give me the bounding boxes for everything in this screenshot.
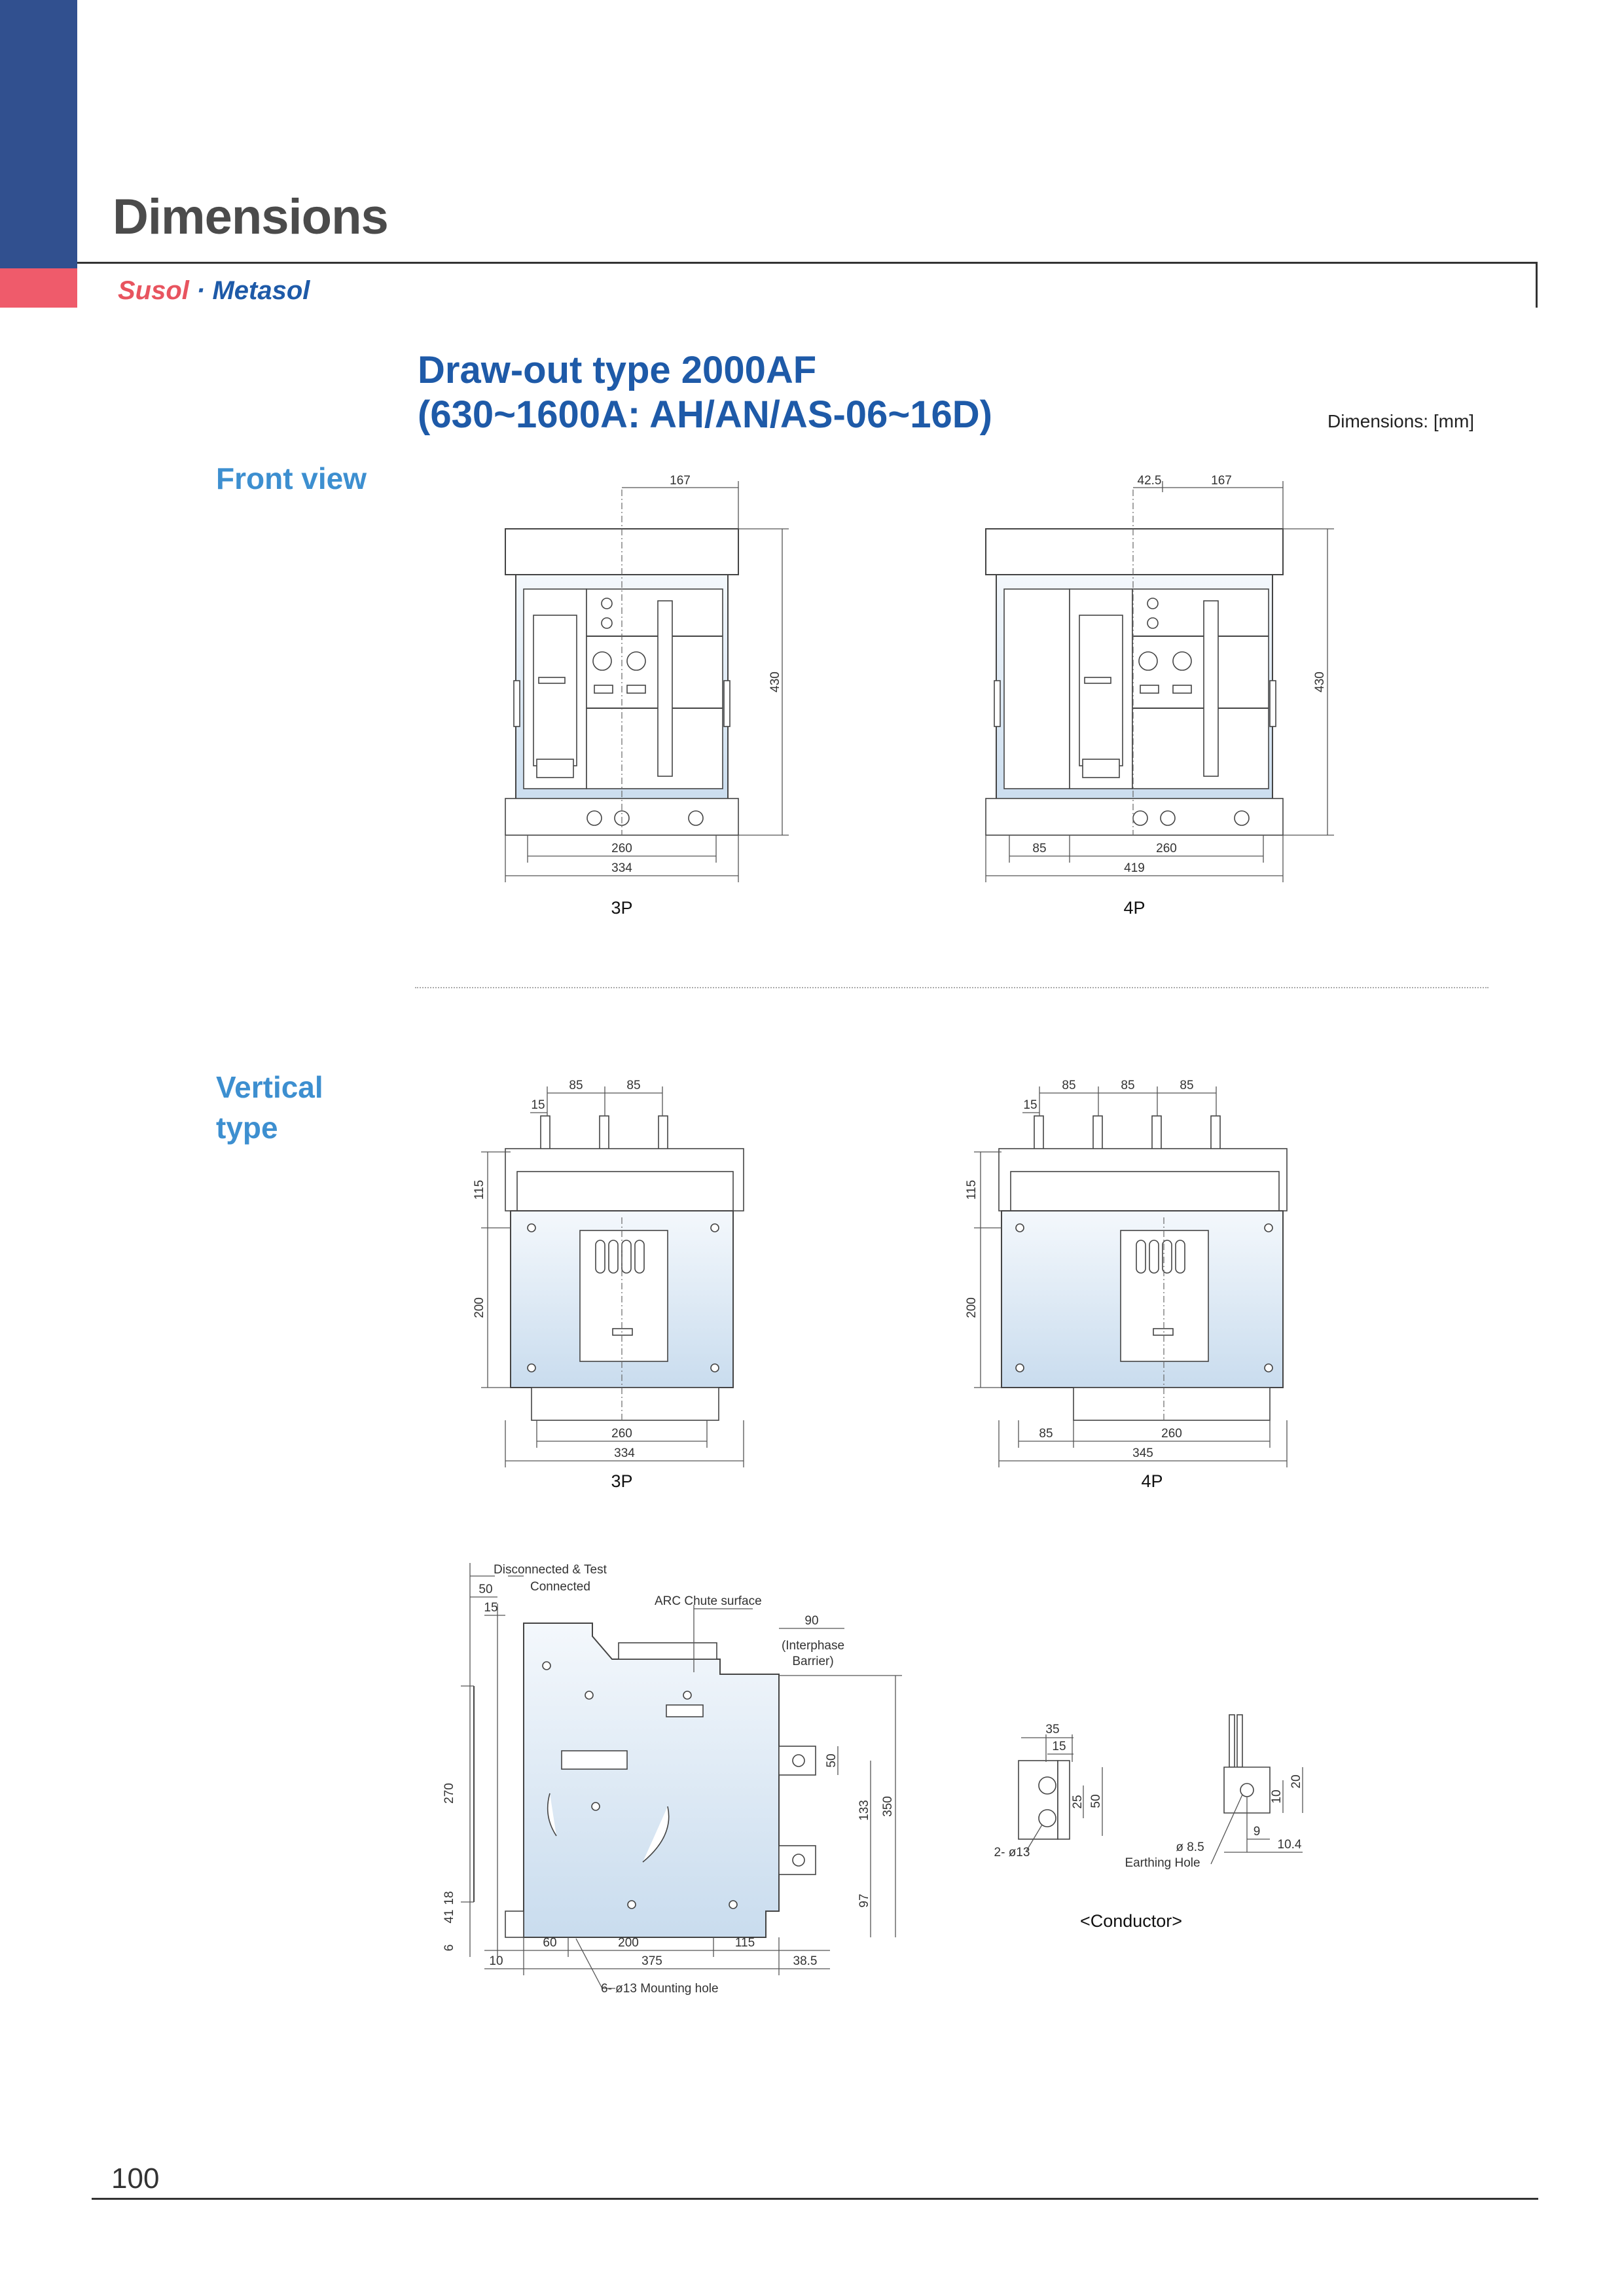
- vert-3p-dim-lower: 200: [473, 1297, 486, 1318]
- vert-4p-dim-inner: 260: [1161, 1427, 1182, 1441]
- side-dim-41: 41: [442, 1909, 456, 1924]
- side-dim-133: 133: [857, 1800, 871, 1821]
- vert-3p-caption: 3P: [611, 1471, 633, 1491]
- side-label-disconnected: Disconnected & Test: [494, 1563, 607, 1577]
- vert-4p-dim-pitch1: 85: [1062, 1079, 1076, 1092]
- front-view-4p-drawing: [986, 474, 1334, 882]
- vertical-3p-drawing: [473, 1079, 744, 1467]
- front-4p-caption: 4P: [1123, 898, 1146, 918]
- cond-dim-10-4: 10.4: [1277, 1838, 1302, 1852]
- cond-label-earth-dia: ø 8.5: [1176, 1840, 1204, 1854]
- vert-4p-caption: 4P: [1141, 1471, 1163, 1491]
- vert-3p-dim-pitch1: 85: [569, 1079, 583, 1092]
- section-title-line2: (630~1600A: AH/AN/AS-06~16D): [418, 393, 992, 436]
- cond-dim-25: 25: [1071, 1795, 1085, 1809]
- front-4p-dim-top-right: 167: [1211, 474, 1232, 488]
- front-3p-dim-top: 167: [670, 474, 691, 488]
- side-dim-270: 270: [442, 1783, 456, 1804]
- units-label: Dimensions: [mm]: [1327, 411, 1475, 431]
- front-4p-dim-top-left: 42.5: [1137, 474, 1162, 488]
- front-view-heading: Front view: [216, 461, 367, 495]
- vert-3p-dim-pitch2: 85: [626, 1079, 641, 1092]
- vert-3p-dim-upper: 115: [473, 1179, 486, 1200]
- vert-4p-dim-pitch2: 85: [1121, 1079, 1135, 1092]
- cond-label-earthing-hole: Earthing Hole: [1125, 1856, 1200, 1870]
- vertical-4p-drawing: [965, 1079, 1287, 1467]
- vert-4p-dim-pitch3: 85: [1180, 1079, 1194, 1092]
- side-dim-15: 15: [484, 1601, 498, 1615]
- cond-dim-9: 9: [1253, 1825, 1261, 1839]
- cond-label-holes: 2- ø13: [994, 1846, 1030, 1859]
- side-label-mounting-hole: 6- ø13 Mounting hole: [601, 1982, 719, 1996]
- side-dim-18: 18: [442, 1891, 456, 1905]
- vert-4p-dim-lower: 200: [965, 1297, 979, 1318]
- side-dim-375: 375: [641, 1954, 662, 1968]
- side-dim-115: 115: [734, 1936, 755, 1950]
- side-dim-350: 350: [881, 1796, 895, 1817]
- side-dim-90: 90: [804, 1614, 819, 1628]
- vert-4p-dim-offset: 15: [1023, 1098, 1038, 1112]
- page-number: 100: [111, 2162, 160, 2195]
- side-dim-50: 50: [478, 1583, 493, 1596]
- front-3p-dim-outer: 334: [611, 861, 632, 875]
- vert-3p-dim-outer: 334: [614, 1446, 635, 1460]
- front-view-3p-drawing: [505, 474, 789, 882]
- section-title-line1: Draw-out type 2000AF: [418, 349, 817, 391]
- front-3p-dim-inner: 260: [611, 842, 632, 855]
- front-4p-dim-left: 85: [1032, 842, 1047, 855]
- vert-3p-dim-offset: 15: [531, 1098, 545, 1112]
- side-dim-10: 10: [489, 1954, 503, 1968]
- page-title: Dimensions: [113, 189, 388, 245]
- side-label-interphase: (Interphase: [781, 1639, 845, 1653]
- vert-4p-dim-left: 85: [1039, 1427, 1053, 1441]
- side-label-connected: Connected: [530, 1580, 590, 1594]
- side-dim-97: 97: [857, 1893, 871, 1908]
- side-dim-38-5: 38.5: [793, 1954, 818, 1968]
- side-dim-200: 200: [618, 1936, 639, 1950]
- front-3p-caption: 3P: [611, 898, 633, 918]
- vertical-heading-line1: Vertical: [216, 1070, 323, 1104]
- conductor-drawing: [994, 1715, 1303, 1870]
- vert-4p-dim-outer: 345: [1132, 1446, 1153, 1460]
- side-view-drawing: [442, 1563, 902, 1996]
- front-4p-dim-outer: 419: [1124, 861, 1145, 875]
- cond-dim-10: 10: [1270, 1789, 1284, 1804]
- brand-susol: Susol: [118, 276, 189, 305]
- front-4p-dim-inner: 260: [1156, 842, 1177, 855]
- front-4p-dim-height: 430: [1313, 672, 1327, 692]
- cond-dim-15: 15: [1052, 1740, 1066, 1753]
- vert-3p-dim-inner: 260: [611, 1427, 632, 1441]
- side-dim-60: 60: [543, 1936, 557, 1950]
- side-dim-6: 6: [442, 1944, 456, 1952]
- front-3p-dim-height: 430: [768, 672, 782, 692]
- cond-dim-35: 35: [1045, 1723, 1060, 1736]
- brand-metasol: Metasol: [212, 276, 310, 305]
- vert-4p-dim-upper: 115: [965, 1179, 979, 1200]
- side-label-arc-chute: ARC Chute surface: [655, 1594, 762, 1608]
- cond-dim-20: 20: [1290, 1774, 1303, 1789]
- footer-rule: [92, 2198, 1538, 2200]
- side-label-barrier: Barrier): [792, 1655, 834, 1668]
- vertical-heading-line2: type: [216, 1111, 278, 1145]
- cond-dim-50: 50: [1089, 1794, 1103, 1808]
- brand-separator: ·: [196, 276, 206, 305]
- side-dim-50b: 50: [825, 1753, 839, 1768]
- conductor-caption: <Conductor>: [1079, 1911, 1183, 1931]
